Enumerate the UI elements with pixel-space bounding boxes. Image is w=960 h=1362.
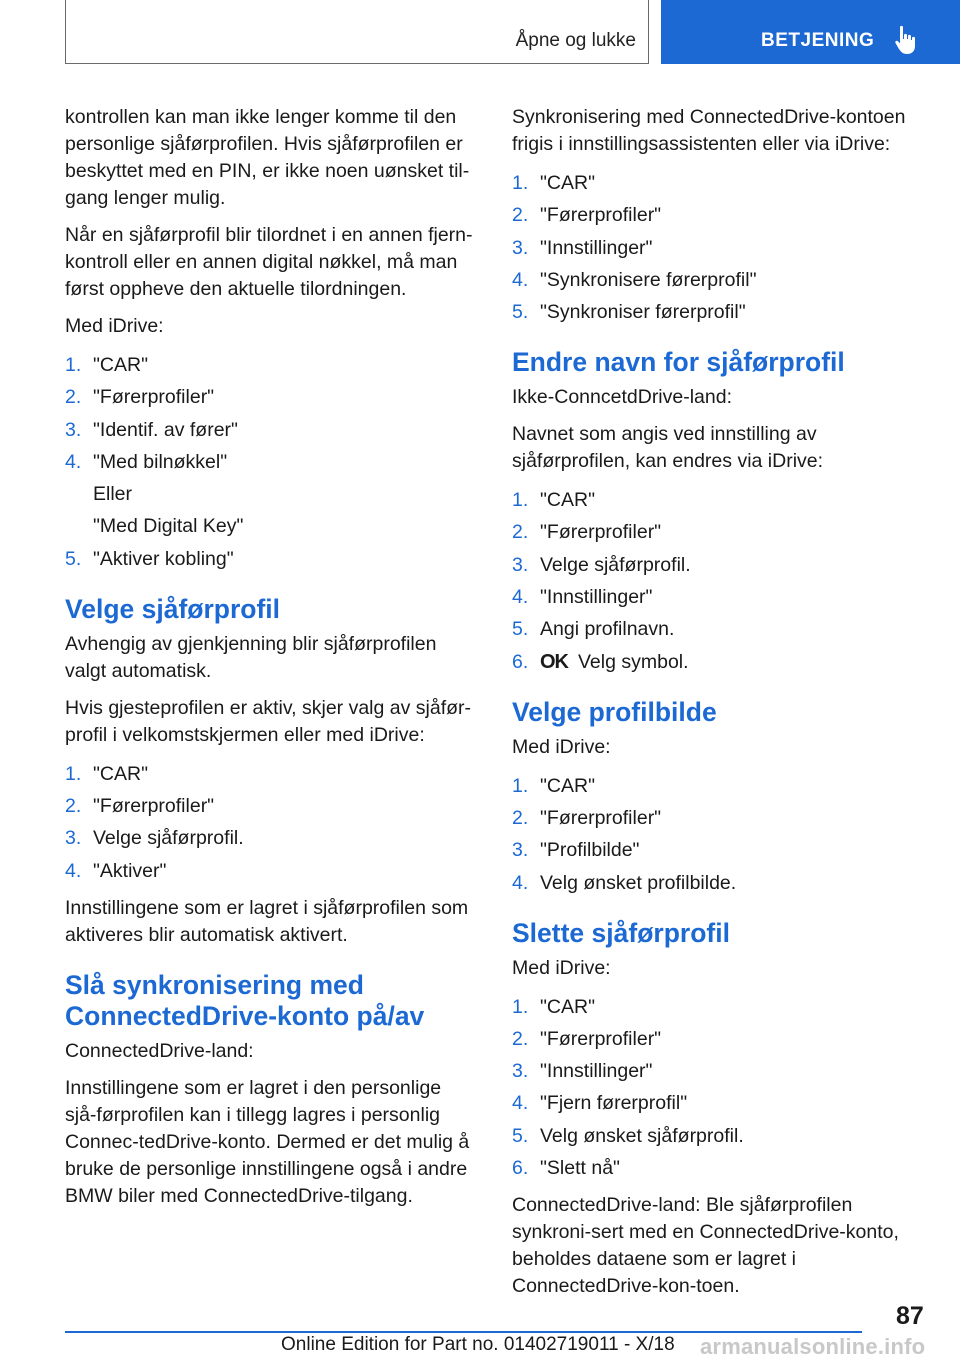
step-number: 4. [512,1092,529,1115]
step-number: 3. [512,1060,529,1083]
list-item [512,584,932,611]
paragraph: kontrollen kan man ikke lenger komme til den personlige sjåførprofilen. Hvis sjåførprofilen er beskyttet med en PIN, er ikke noen uønsket til-gang lenger mulig. [65,106,470,209]
list-item [65,546,477,573]
step-text: Velg symbol. [578,650,689,673]
step-text: "CAR" [540,172,596,194]
step-text: "Innstillinger" [540,1060,653,1083]
right-column [512,104,932,1310]
step-number: 2. [512,204,529,227]
paragraph: Hvis gjesteprofilen er aktiv, skjer valg av sjåfør-profil i velkomstskjermen eller med iDrive: [65,696,472,746]
step-number: 1. [65,354,82,376]
steps-list [65,352,477,573]
step-number: 5. [512,618,529,641]
list-item [512,202,932,229]
step-text: "Førerprofiler" [540,806,662,829]
paragraph: Med iDrive: [512,956,611,979]
list-item [512,1155,932,1182]
step-text: Angi profilnavn. [540,618,675,641]
step-text: Velg ønsket profilbilde. [540,871,737,894]
header-section-box [65,0,649,64]
paragraph: Innstillingene som er lagret i sjåførprofilen som aktiveres blir automatisk aktivert. [65,896,469,946]
list-item [65,384,477,411]
paragraph: Med iDrive: [65,315,164,337]
section-heading: Slå synkronisering med ConnectedDrive-konto på/av [65,969,425,1031]
list-item [512,487,932,514]
section-heading: Velge sjåførprofil [65,593,281,624]
section-heading: Endre navn for sjåførprofil [512,347,845,378]
footer-divider [65,1331,862,1333]
step-text: "Med bilnøkkel" [93,450,228,473]
step-number: 2. [512,521,529,544]
list-item [512,235,932,262]
step-number: 1. [512,995,529,1018]
step-number: 4. [65,859,82,882]
list-item [512,837,932,864]
step-number: 3. [512,553,529,576]
step-text: Velge sjåførprofil. [540,553,691,576]
footer-watermark: armanualsonline.info [700,1334,926,1359]
step-text: Velge sjåførprofil. [93,827,244,850]
list-item [512,1090,932,1117]
step-text: "Fjern førerprofil" [540,1092,688,1115]
step-number: 3. [65,827,82,850]
ok-icon: OK [540,650,568,673]
step-text: "CAR" [93,762,149,785]
paragraph: Med iDrive: [512,735,611,758]
step-text: "Synkronisere førerprofil" [540,268,757,291]
list-item [512,1123,932,1150]
section-heading: Velge profilbilde [512,696,717,727]
step-text: Velg ønsket sjåførprofil. [540,1124,744,1147]
paragraph: Innstillingene som er lagret i den personlige sjå-førprofilen kan i tillegg lagres i personlig Connec-tedDrive-konto. Dermed er det mulig å bruke de personlige innstillingene også i andre BMW biler med ConnectedDrive-tilgang. [65,1076,470,1207]
step-number: 6. [512,650,529,673]
step-text: "Førerprofiler" [93,386,215,409]
list-item [512,994,932,1021]
steps-list [512,773,932,897]
step-text: "CAR" [540,489,596,512]
header-chapter-title: BETJENING [761,30,875,51]
footer-edition: Online Edition for Part no. 01402719011 - X/18 [281,1334,675,1355]
list-item [65,858,477,885]
step-number: 5. [512,301,529,324]
list-item [512,805,932,832]
list-item [512,1026,932,1053]
header-section-title: Åpne og lukke [515,30,636,51]
paragraph: Synkronisering med ConnectedDrive-kontoen frigis i innstillingsassistenten eller via iDrive: [512,106,906,155]
step-number: 4. [512,268,529,291]
paragraph: Ikke-ConncetdDrive-land: [512,386,733,409]
step-continuation: Eller [93,483,133,506]
steps-list [512,487,932,675]
list-item [512,1058,932,1085]
list-item [512,170,932,197]
step-text: "Aktiver kobling" [93,547,234,570]
step-text: "Aktiver" [93,859,167,882]
paragraph: Når en sjåførprofil blir tilordnet i en annen fjern-kontroll eller en annen digital nøkkel, må man først oppheve den aktuelle tilordningen. [65,224,473,300]
list-item [65,793,477,820]
paragraph: Navnet som angis ved innstilling av sjåførprofilen, kan endres via iDrive: [512,423,824,473]
step-text: "CAR" [540,774,596,797]
list-item [65,825,477,852]
step-number: 2. [65,795,82,818]
steps-list [65,761,477,885]
list-item [65,417,477,444]
list-item [512,870,932,897]
paragraph: Avhengig av gjenkjenning blir sjåførprofilen valgt automatisk. [65,632,437,682]
step-number: 1. [512,172,529,194]
step-continuation: "Med Digital Key" [93,515,244,538]
list-item [65,352,477,379]
step-number: 6. [512,1157,529,1180]
step-number: 2. [65,386,82,409]
step-number: 4. [512,871,529,894]
list-item [512,616,932,643]
step-number: 2. [512,806,529,829]
steps-list [512,994,932,1182]
step-number: 4. [512,586,529,609]
step-text: "Førerprofiler" [540,1027,662,1050]
step-text: "Innstillinger" [540,586,653,609]
step-number: 3. [65,418,82,441]
step-number: 2. [512,1027,529,1050]
paragraph: ConnectedDrive-land: [65,1039,254,1062]
list-item [65,449,477,476]
step-text: "CAR" [540,995,596,1018]
step-text: "CAR" [93,354,149,376]
list-item [512,299,932,326]
step-text: "Førerprofiler" [540,204,662,227]
step-number: 1. [512,774,529,797]
step-number: 1. [512,489,529,512]
step-text: "Slett nå" [540,1157,620,1180]
step-text: "Profilbilde" [540,839,640,862]
step-number: 3. [512,236,529,259]
pointing-hand-icon [895,25,921,55]
step-text: "Førerprofiler" [93,795,215,818]
step-text: "Identif. av fører" [93,418,238,441]
step-number: 1. [65,762,82,785]
list-item [65,761,477,788]
list-item [512,552,932,579]
page-number: 87 [896,1302,924,1330]
header-chapter-box [661,0,960,64]
step-text: "Innstillinger" [540,236,653,259]
list-item [512,649,932,676]
step-text: "Synkroniser førerprofil" [540,301,746,324]
list-item [512,519,932,546]
left-column [65,104,477,1220]
section-heading: Slette sjåførprofil [512,917,730,948]
step-text: "Førerprofiler" [540,521,662,544]
list-item [512,267,932,294]
step-number: 3. [512,839,529,862]
list-item [512,773,932,800]
step-number: 5. [512,1124,529,1147]
paragraph: ConnectedDrive-land: Ble sjåførprofilen synkroni-sert med en ConnectedDrive-konto, beholdes dataene som er lagret i ConnectedDrive-kon-toen. [512,1194,899,1298]
step-number: 4. [65,450,82,473]
step-number: 5. [65,547,82,570]
steps-list [512,170,932,326]
